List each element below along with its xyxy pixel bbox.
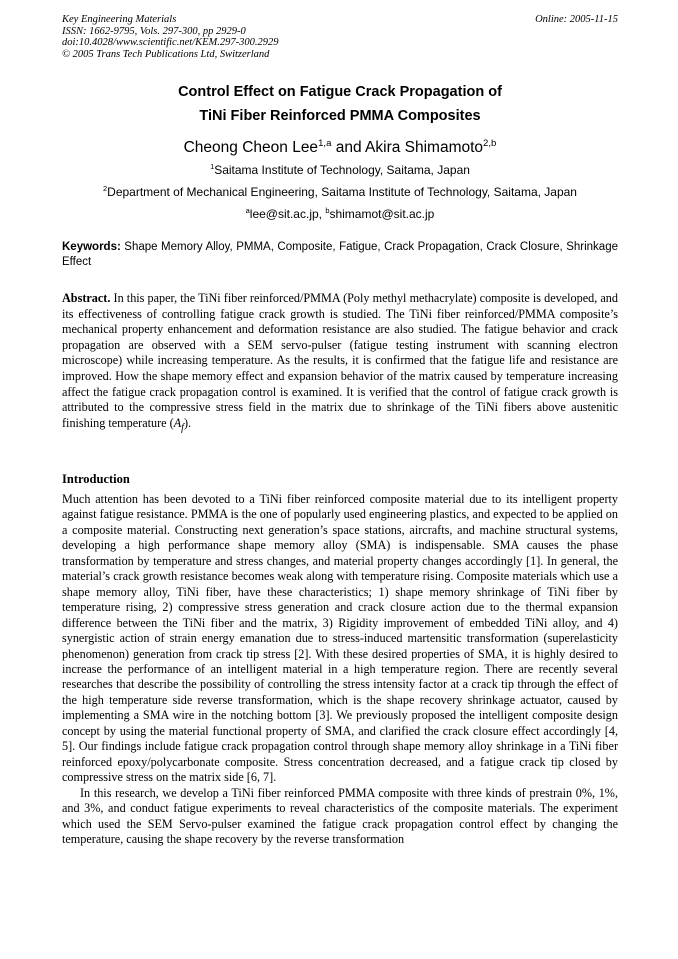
author-list [62,138,618,158]
abstract-symbol-sub-text: f [181,422,184,434]
abstract-label: Abstract. [62,291,111,305]
author-2-sup: 2,b [483,137,497,149]
email-a: lee@sit.ac.jp, [249,207,326,221]
author-1-sup: 1,a [318,137,332,149]
introduction-paragraph-2: In this research, we develop a TiNi fiber reinforced PMMA composite with three kinds of prestrain 0%, 1%, and 3%, and conduct fatigue experiments to reveal characteristics of the composite materials. The experiment which used the SEM Servo-pulser examined the fatigue crack propagation control effect by changing the temperature, causing the shape recovery by the reverse transformation [62,785,618,846]
author-1: Cheong Cheon Lee [183,139,319,156]
section-heading-introduction: Introduction [62,472,130,486]
email-a-sup: a [245,206,250,215]
keywords-text: Shape Memory Alloy, PMMA, Composite, Fatigue, Crack Propagation, Crack Closure, Shrinkage Effect [62,241,618,268]
affiliation-2-sup: 2 [103,184,108,193]
title-line-1: Control Effect on Fatigue Crack Propagation of [178,84,502,100]
affiliation-1-sup: 1 [210,162,215,171]
affiliation-1 [62,162,618,178]
author-2: Akira Shimamoto [365,139,484,156]
abstract-end: ). [183,415,192,430]
title-line-2: TiNi Fiber Reinforced PMMA Composites [199,108,481,124]
keywords [62,240,618,270]
journal-name: Key Engineering Materials [62,14,177,25]
introduction-paragraph-1: Much attention has been devoted to a TiNi fiber reinforced composite material due to its intelligent property against fatigue resistance. PMMA is the one of popularly used engineering plastics, and expected to be applied on a composite material. Constructing next generation’s space stations, aircrafts, and machine structural systems, developing a high performance shape memory alloy (SMA) is indispensable. SMA causes the phase transformation by temperature and stress changes, and material property changes accordingly [1]. In general, the material’s crack growth resistance becomes weak along with temperature rising. Composite materials which use a shape memory alloy, TiNi fiber, have these characteristics; 1) shape memory shrinkage of TiNi fiber by temperature rising, 2) compressive stress generation and crack closure action due to the thermal expansion difference between the TiNi fiber and the matrix, 3) Rigidity improvement of embedded TiNi alloy, and 4) synergistic action of strain energy emanation due to stress-induced martensitic transformation (superelasticity phenomenon) generation from crack tip stress [2]. With these desired properties of SMA, it is highly desired to increase the performance of an intelligent material in a high temperature region. There are recently several researches that describe the possibility of controlling the stress intensity factor at a crack tip through the effect of the high temperature side reverse transformation, which is the shape recovery shrinkage actuator, caused by implementing a SMA wire in the notching bottom [3]. We previously proposed the intelligent composite design concept by using the material functional property of SMA, and clarified the crack closure effect accordingly [4, 5]. Our findings include fatigue crack propagation control through shape memory alloy shrinkage in a TiNi fiber reinforced epoxy/polycarbonate composite. Stress concentration decreased, and a fatigue crack tip closed by compressive stress on the matrix side [6, 7]. [62,492,618,785]
email-b-sup: b [325,206,330,215]
abstract-text: In this paper, the TiNi fiber reinforced/PMMA (Poly methyl methacrylate) composite is developed, and its effectiveness of controlling fatigue crack growth is studied. The TiNi fiber reinforced/PMMA composite’s mechanical property enhancement and deformation resistance are also studied. The fatigue behavior and crack propagation are observed with a SEM servo-pulser (fatigue testing instrument with scanning electron microscope) while increasing temperature. As the results, it is confirmed that the fatigue life and resistance are improved. How the shape memory effect and expansion behavior of the matrix caused by temperature increasing affect the fatigue crack propagation control is examined. It is verified that the control of fatigue crack growth is attributed to the compressive stress field in the matrix due to shrinkage of the TiNi fibers above austenitic finishing temperature ( [62,291,618,430]
author-emails [62,206,618,222]
keywords-label: Keywords: [62,241,121,253]
author-conjunction: and [331,139,366,156]
email-b: shimamot@sit.ac.jp [329,207,435,221]
affiliation-1-text: Saitama Institute of Technology, Saitama, Japan [214,163,470,177]
affiliation-2-text: Department of Mechanical Engineering, Saitama Institute of Technology, Saitama, Japan [107,185,577,199]
introduction-body [62,492,618,847]
journal-copyright: © 2005 Trans Tech Publications Ltd, Switzerland [62,48,270,60]
abstract [62,291,618,436]
affiliation-2 [62,184,618,200]
journal-header [62,14,618,60]
online-date: Online: 2005-11-15 [535,14,618,25]
paper-title [62,80,618,128]
journal-issn: ISSN: 1662-9795, Vols. 297-300, pp 2929-0 [62,25,246,37]
abstract-symbol: A [173,415,182,430]
journal-doi: doi:10.4028/www.scientific.net/KEM.297-300.2929 [62,37,279,48]
